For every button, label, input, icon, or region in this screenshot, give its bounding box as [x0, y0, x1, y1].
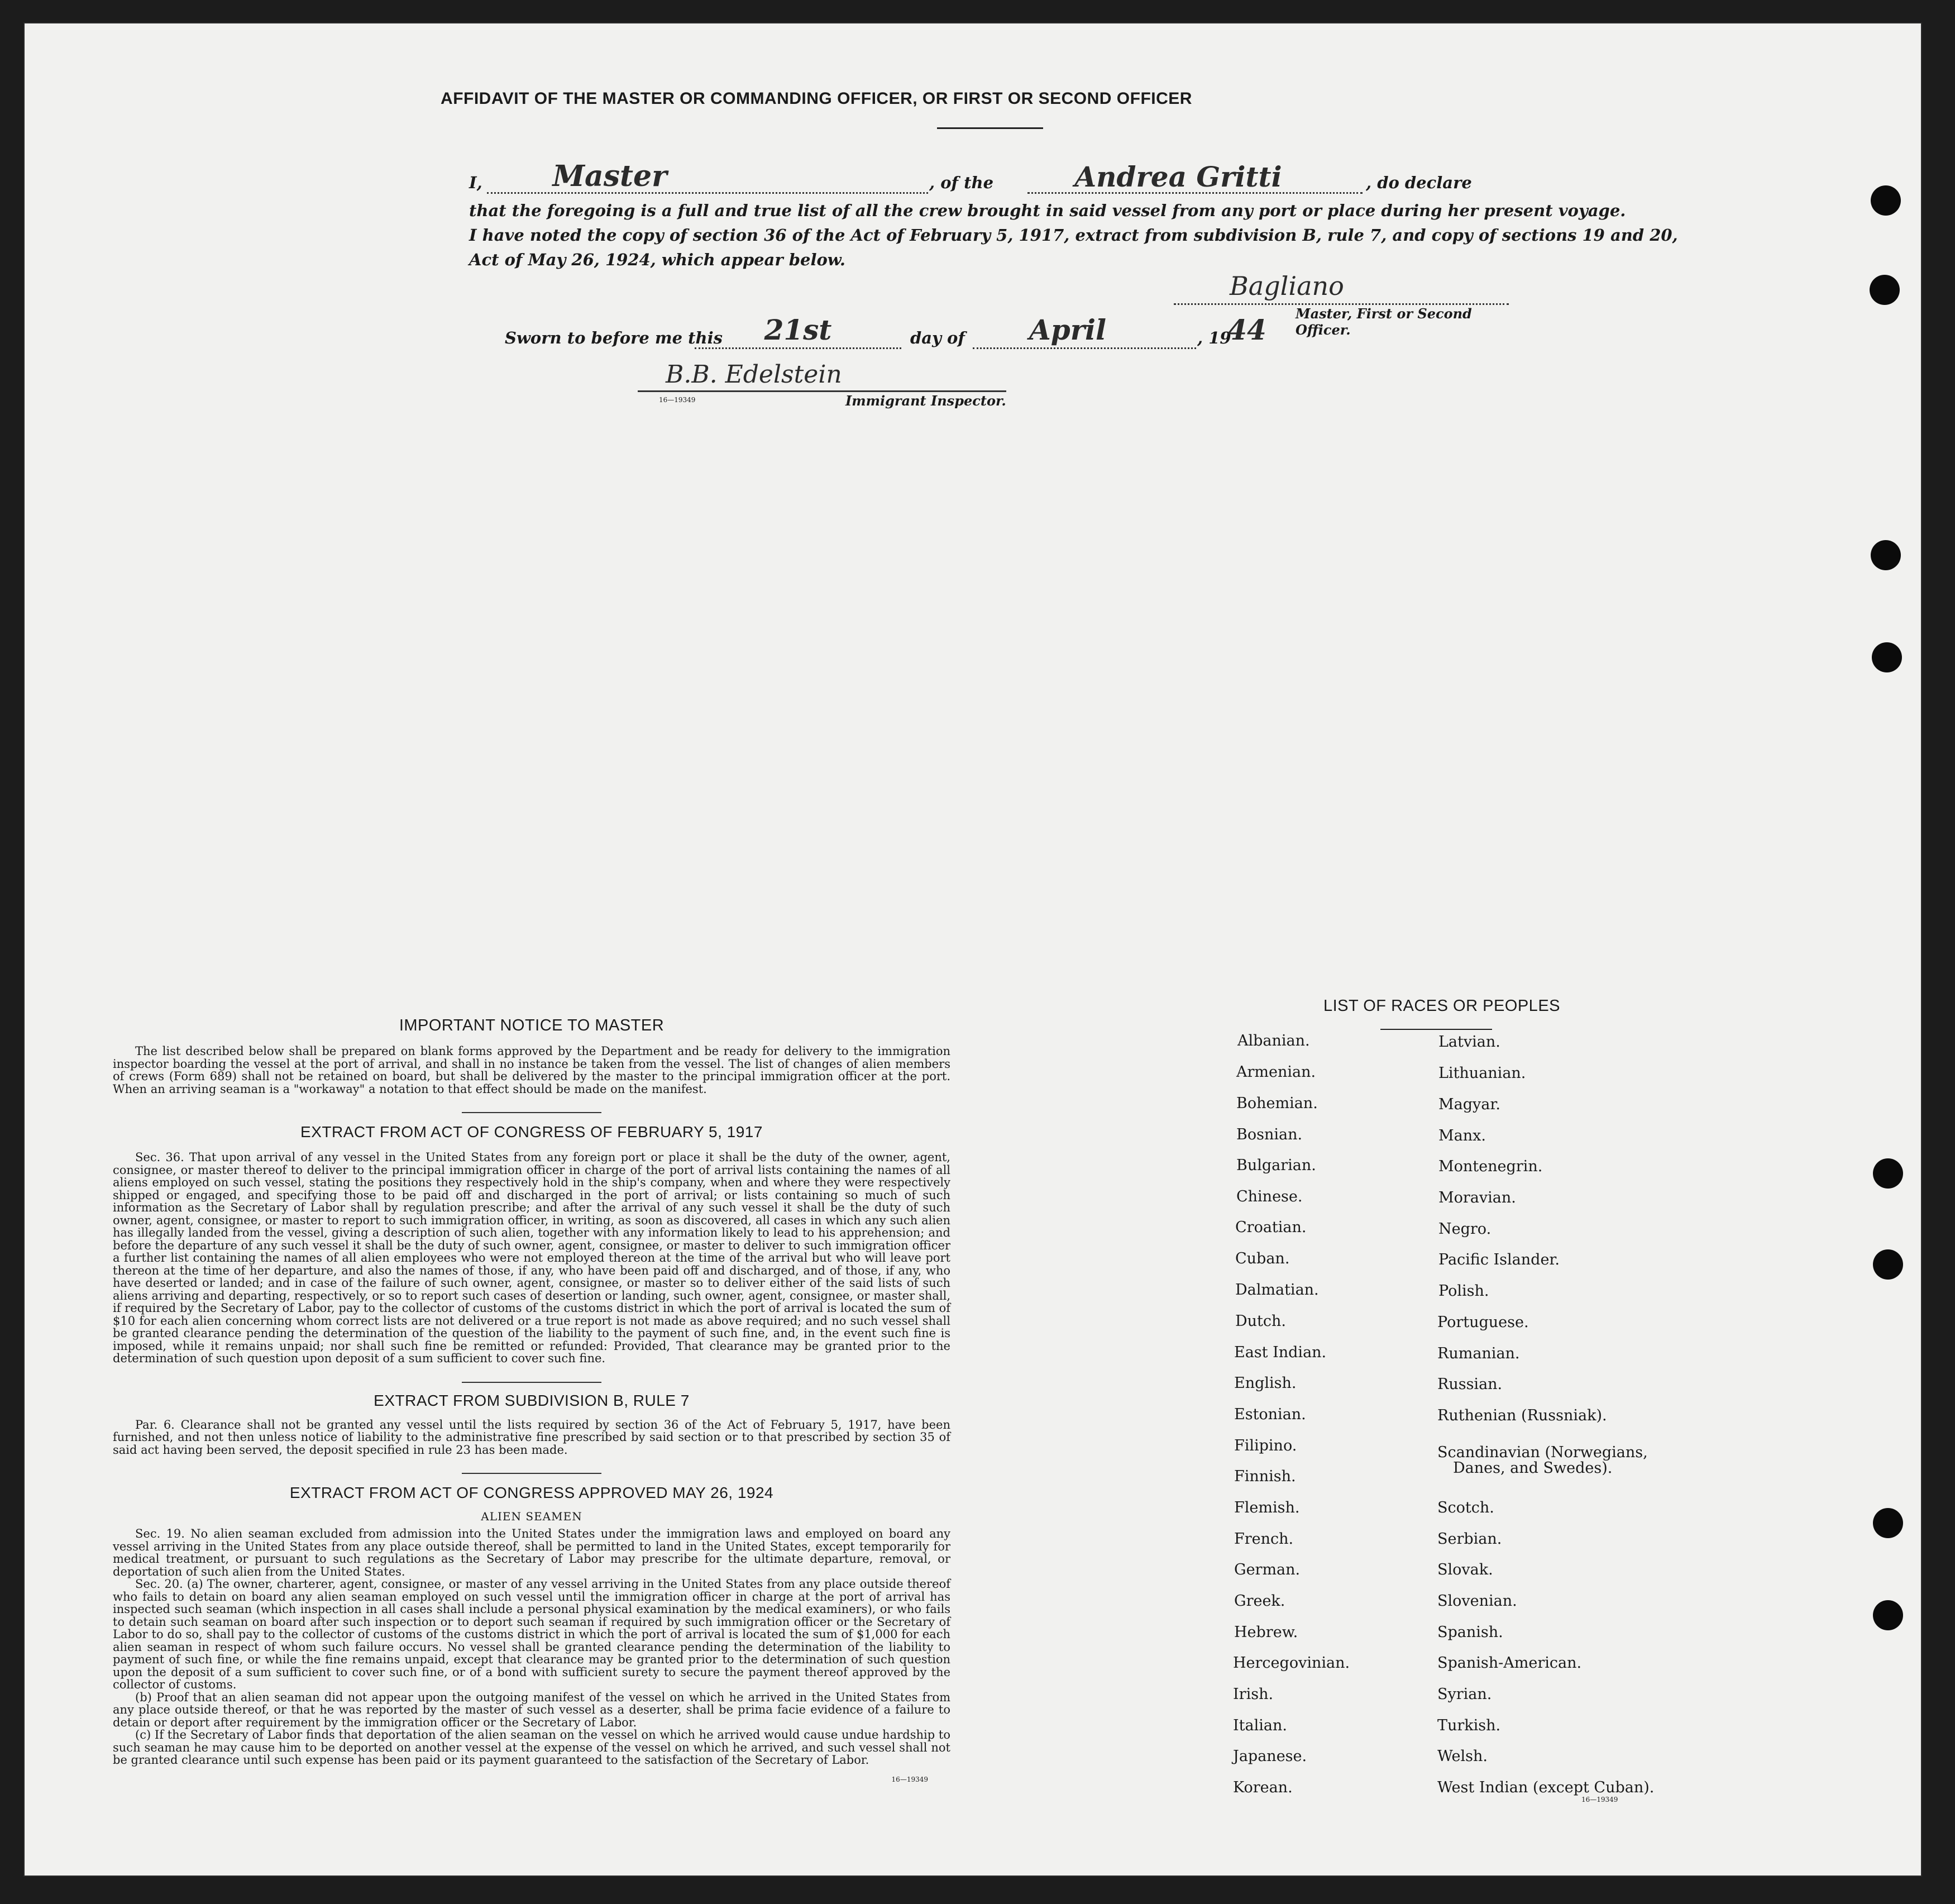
- race-left-item: Dutch.: [1235, 1313, 1286, 1330]
- day-of-label: day of: [910, 328, 965, 347]
- race-left-item: Bulgarian.: [1236, 1157, 1316, 1174]
- race-left-item: Hebrew.: [1234, 1624, 1298, 1641]
- race-right-item: Magyar.: [1438, 1096, 1500, 1113]
- extract-1924-sec20b: (b) Proof that an alien seaman did not appear upon the outgoing manifest of the vessel on which he arrived in the United States from any place outside thereof, or that he was reported by the master of such vessel as a deserter, shall be prima facie evidence of a failure to detain or deport after requirement by the immigration officer or the Secretary of Labor.: [113, 1690, 950, 1729]
- race-right-item: Lithuanian.: [1438, 1065, 1526, 1082]
- race-right-item: Moravian.: [1438, 1189, 1516, 1206]
- race-left-item: Albanian.: [1237, 1032, 1310, 1049]
- extract-rule7-body: Par. 6. Clearance shall not be granted any vessel until the lists required by section 36 of the Act of February 5, 1917, have been furnished, and not then unless notice of liability to the administrative fine prescribed by said section or to that prescribed by section 35 of said act having been served, the deposit specified in rule 23 has been made.: [113, 1418, 950, 1457]
- notice-body: The list described below shall be prepared on blank forms approved by the Department and be ready for delivery to the immigration inspector boarding the vessel at the port of arrival, and shall in no instance be taken from the vessel. The list of changes of alien members of crews (Form 689) shall not be retained on board, but shall be delivered by the master to the principal immigration officer at the port. When an arriving seaman is a "workaway" a notation to that effect should be made on the manifest.: [113, 1044, 950, 1096]
- punch-hole: [1871, 540, 1901, 570]
- race-left-item: Flemish.: [1234, 1499, 1300, 1516]
- do-declare-label: , do declare: [1366, 173, 1472, 192]
- declaration-line-4: Act of May 26, 1924, which appear below.: [469, 250, 845, 269]
- race-right-item: Syrian.: [1437, 1686, 1492, 1703]
- races-form-number: 16—19349: [1581, 1796, 1618, 1803]
- section-divider: [462, 1473, 601, 1474]
- declaration-line-3: I have noted the copy of section 36 of the Act of February 5, 1917, extract from subdivision B, rule 7, and copy of sections 19 and 20,: [469, 226, 1678, 245]
- race-right-item: Danes, and Swedes).: [1453, 1459, 1613, 1477]
- extract-1924-sec20a: Sec. 20. (a) The owner, charterer, agent, consignee, or master of any vessel arriving in the United States from any place outside thereof who fails to detain on board any alien seaman employed on such vessel until the immigration officer in charge at the port of arrival has inspected such seaman (which inspection in all cases shall include a personal physical examination by the medical examiners), or who fails to detain such seaman on board after such inspection or to deport such seaman if required by such immigration officer or the Secretary of Labor to do so, shall pay to the collector of customs of the customs district in which the port of arrival is located the sum of $1,000 for each alien seaman in respect of whom such failure occurs. No vessel shall be granted clearance pending the determination of the liability to payment of such fine, or while the fine remains unpaid, except that clearance may be granted prior to the determination of such question upon the deposit of a sum sufficient to cover such fine, or of a bond with sufficient surety to secure the payment thereof approved by the collector of customs.: [113, 1577, 950, 1691]
- extract-rule7-heading: EXTRACT FROM SUBDIVISION B, RULE 7: [374, 1391, 690, 1409]
- race-left-item: Filipino.: [1234, 1437, 1297, 1454]
- race-left-item: Cuban.: [1235, 1250, 1290, 1267]
- punch-hole: [1871, 185, 1901, 216]
- race-left-item: Greek.: [1234, 1592, 1285, 1610]
- race-left-item: Hercegovinian.: [1233, 1654, 1350, 1672]
- race-left-item: Irish.: [1233, 1686, 1274, 1703]
- punch-hole: [1873, 1508, 1903, 1538]
- race-left-item: East Indian.: [1234, 1344, 1327, 1361]
- extract-1917-body: Sec. 36. That upon arrival of any vessel in the United States from any foreign port or place it shall be the duty of the owner, agent, consignee, or master thereof to deliver to the principal immigration officer in charge of the port of arrival lists containing the names of all aliens employed on such vessel, stating the positions they respectively hold in the ship's company, when and where they were respectively shipped or engaged, and specifying those to be paid off and discharged in the port of arrival; or lists containing so much of such information as the Secretary of Labor shall by regulation prescribe; and after the arrival of any such vessel it shall be the duty of such owner, agent, consignee, or master to report to such immigration officer, in writing, as soon as discovered, all cases in which any such alien has illegally landed from the vessel, giving a description of such alien, together with any information likely to lead to his apprehension; and before the departure of any such vessel it shall be the duty of such owner, agent, consignee, or master to deliver to such immigration officer a further list containing the names of all alien employees who were not employed thereon at the time of the arrival but who will leave port thereon at the time of her departure, and also the names of those, if any, who have been paid off and discharged, and of those, if any, who have deserted or landed; and in case of the failure of such owner, agent, consignee, or master so to deliver either of the said lists of such aliens arriving and departing, respectively, or so to report such cases of desertion or landing, such owner, agent, consignee, or master shall, if required by the Secretary of Labor, pay to the collector of customs of the customs district in which the port of arrival is located the sum of $10 for each alien concerning whom correct lists are not delivered or a true report is not made as above required; and no such vessel shall be granted clearance pending the determination of the question of the liability to the payment of such fine, and, in the event such fine is imposed, while it remains unpaid; nor shall such fine be remitted or refunded: Provided, That clearance may be granted prior to the determination of such question upon deposit of a sum sufficient to cover such fine.: [113, 1151, 950, 1365]
- race-right-item: Polish.: [1438, 1282, 1489, 1300]
- section-divider: [462, 1382, 601, 1383]
- race-right-item: Rumanian.: [1437, 1345, 1520, 1362]
- title-underline: [937, 127, 1043, 129]
- extract-1924-sec19: Sec. 19. No alien seaman excluded from admission into the United States under the immigration laws and employed on board any vessel arriving in the United States from any place outside thereof, shall be permitted to land in the United States, except temporarily for medical treatment, or pursuant to such regulations as the Secretary of Labor may prescribe for the ultimate departure, removal, or deportation of such alien from the United States.: [113, 1527, 950, 1578]
- sworn-label: Sworn to before me this: [505, 328, 723, 347]
- year-prefix: , 19: [1197, 328, 1231, 347]
- inspector-signature: B.B. Edelstein: [666, 360, 842, 389]
- race-right-item: West Indian (except Cuban).: [1437, 1779, 1655, 1796]
- extract-1924-subheading: ALIEN SEAMEN: [481, 1510, 582, 1523]
- race-right-item: Manx.: [1438, 1127, 1486, 1144]
- officer-rank-field: [487, 159, 928, 194]
- officer-signature: Bagliano: [1230, 271, 1344, 301]
- race-left-item: German.: [1234, 1561, 1301, 1578]
- race-left-item: Chinese.: [1236, 1188, 1303, 1205]
- section-divider: [462, 1112, 601, 1113]
- year-handwriting: 44: [1227, 313, 1266, 346]
- extract-1924-form-number: 16—19349: [891, 1775, 928, 1783]
- officer-caption: Master, First or Second Officer.: [1296, 306, 1472, 338]
- race-left-item: Finnish.: [1234, 1468, 1296, 1485]
- races-right-column: [1425, 22, 1738, 1865]
- notice-heading: IMPORTANT NOTICE TO MASTER: [399, 1017, 665, 1034]
- race-right-item: Slovak.: [1437, 1561, 1493, 1578]
- race-right-item: Serbian.: [1437, 1530, 1502, 1548]
- race-left-item: Italian.: [1233, 1717, 1287, 1734]
- race-left-item: English.: [1234, 1375, 1297, 1392]
- race-left-item: Bosnian.: [1236, 1126, 1303, 1143]
- vessel-name-handwriting: Andrea Gritti: [1074, 160, 1282, 193]
- month-handwriting: April: [1029, 313, 1107, 346]
- race-right-item: Spanish-American.: [1437, 1654, 1582, 1672]
- extract-1924-heading: EXTRACT FROM ACT OF CONGRESS APPROVED MAY 26, 1924: [289, 1484, 774, 1501]
- punch-hole: [1870, 275, 1900, 305]
- race-left-item: Korean.: [1233, 1779, 1293, 1796]
- race-right-item: Ruthenian (Russniak).: [1437, 1407, 1607, 1424]
- race-left-item: Croatian.: [1235, 1219, 1307, 1236]
- race-right-item: Negro.: [1438, 1220, 1492, 1238]
- race-right-item: Pacific Islander.: [1438, 1251, 1560, 1268]
- declaration-line-2: that the foregoing is a full and true list of all the crew brought in said vessel from any port or place during her present voyage.: [469, 201, 1626, 220]
- race-left-item: Bohemian.: [1236, 1095, 1318, 1112]
- punch-hole: [1872, 642, 1902, 672]
- race-left-item: Estonian.: [1234, 1406, 1306, 1423]
- race-left-item: Dalmatian.: [1235, 1281, 1319, 1299]
- race-right-item: Portuguese.: [1437, 1314, 1529, 1331]
- punch-hole: [1873, 1158, 1903, 1189]
- of-the-label: , of the: [929, 173, 994, 192]
- month-field: [973, 313, 1196, 349]
- document-sheet: [23, 22, 1922, 1877]
- race-right-item: Slovenian.: [1437, 1592, 1517, 1610]
- officer-rank-handwriting: Master: [552, 159, 667, 193]
- race-left-item: Japanese.: [1233, 1748, 1307, 1765]
- extract-1917-heading: EXTRACT FROM ACT OF CONGRESS OF FEBRUARY 5, 1917: [300, 1123, 763, 1141]
- affidavit-title: AFFIDAVIT OF THE MASTER OR COMMANDING OFFICER, OR FIRST OR SECOND OFFICER: [441, 89, 1192, 108]
- race-right-item: Scotch.: [1437, 1499, 1494, 1516]
- inspector-caption: Immigrant Inspector.: [845, 393, 1006, 409]
- inspector-signature-block: [627, 360, 1017, 411]
- inspector-form-number: 16—19349: [659, 396, 696, 404]
- day-handwriting: 21st: [764, 313, 832, 346]
- i-label: I,: [469, 173, 482, 192]
- inspector-signature-line: [638, 390, 1006, 392]
- races-heading: LIST OF RACES OR PEOPLES: [1323, 997, 1561, 1015]
- punch-hole: [1873, 1249, 1903, 1280]
- day-field: [695, 313, 901, 349]
- notices-column: [113, 1017, 950, 1783]
- race-right-item: Montenegrin.: [1438, 1158, 1543, 1175]
- punch-hole: [1873, 1600, 1903, 1630]
- extract-1924-sec20c: (c) If the Secretary of Labor finds that deportation of the alien seaman on the vessel on which he arrived would cause undue hardship to such seaman he may cause him to be deported on another vessel at the expense of the vessel on which he arrived, and such vessel shall not be granted clearance until such expense has been paid or its payment guaranteed to the satisfaction of the Secretary of Labor.: [113, 1728, 950, 1767]
- race-right-item: Latvian.: [1438, 1033, 1500, 1051]
- race-right-item: Russian.: [1437, 1376, 1503, 1393]
- race-right-item: Spanish.: [1437, 1624, 1503, 1641]
- races-left-column: [1215, 22, 1416, 1865]
- race-left-item: Armenian.: [1236, 1063, 1316, 1081]
- race-right-item: Turkish.: [1437, 1717, 1501, 1734]
- race-right-item: Scandinavian (Norwegians,: [1437, 1444, 1648, 1461]
- race-left-item: French.: [1234, 1530, 1294, 1548]
- race-right-item: Welsh.: [1437, 1748, 1488, 1765]
